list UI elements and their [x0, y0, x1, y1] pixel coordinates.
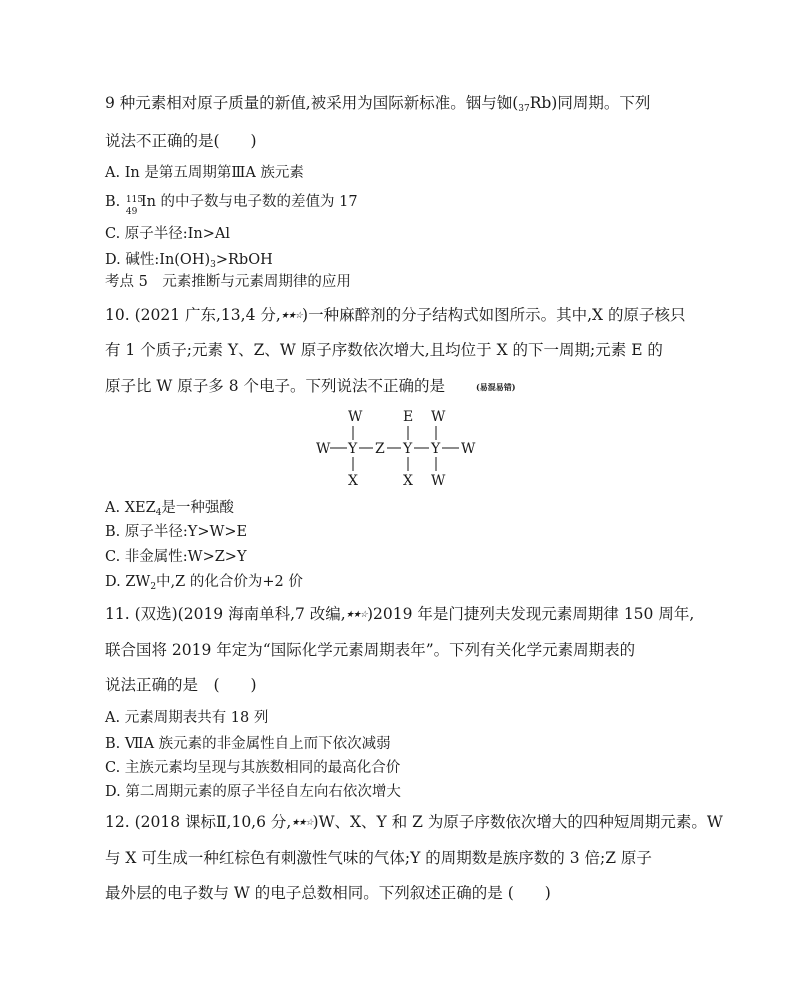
q10-option-d-text: 中,Z 的化合价为+2 价 — [156, 574, 303, 590]
struct-top-1: W — [348, 409, 363, 425]
q10-line3-text: 原子比 W 原子多 8 个电子。下列说法不正确的是 — [105, 377, 477, 395]
q10-line3 — [105, 376, 516, 397]
q10-line1 — [105, 305, 685, 326]
q11-option-d: D. 第二周期元素的原子半径自左向右依次增大 — [105, 784, 401, 800]
q12-text: )W、X、Y 和 Z 为原子序数依次增大的四种短周期元素。W — [312, 813, 723, 831]
q10-option-a-subscript: 4 — [155, 508, 162, 518]
struct-bottom-2: X — [403, 473, 413, 489]
q10-option-d — [105, 572, 303, 597]
molecular-structure-diagram — [310, 405, 490, 490]
q9-option-d-text: >RbOH — [215, 252, 273, 268]
q9-option-c: C. 原子半径:In>Al — [105, 226, 231, 242]
q11-option-a: A. 元素周期表共有 18 列 — [105, 710, 269, 726]
q10-option-d-subscript: 2 — [150, 582, 157, 592]
q10-option-a-text: 是一种强酸 — [161, 500, 234, 516]
q11-option-c: C. 主族元素均呈现与其族数相同的最高化合价 — [105, 760, 401, 776]
q12-source: 12. (2018 课标Ⅱ,10,6 分, — [105, 813, 292, 831]
q10-option-d-prefix: D. ZW — [105, 574, 151, 590]
difficulty-stars: ★★☆ — [291, 818, 313, 828]
struct-bottom-1: X — [348, 473, 358, 489]
q10-option-c: C. 非金属性:W>Z>Y — [105, 549, 247, 565]
q10-tag: (易混易错) — [476, 382, 516, 392]
q11-option-b: B. ⅦA 族元素的非金属性自上而下依次减弱 — [105, 736, 391, 752]
q9-option-a: A. In 是第五周期第ⅢA 族元素 — [105, 165, 304, 181]
struct-top-2: E — [403, 409, 414, 425]
struct-bottom-3: W — [431, 473, 446, 489]
struct-mid-6: W — [461, 441, 476, 457]
difficulty-stars: ★★☆ — [345, 610, 367, 620]
q11-line1 — [105, 604, 694, 625]
struct-mid-4: Y — [403, 441, 413, 457]
q11-line3: 说法正确的是 ( ) — [105, 676, 257, 694]
q9-atomic-number: 49 — [125, 207, 138, 217]
q9-nuclide-notation — [125, 192, 144, 217]
q10-option-a-prefix: A. XEZ — [105, 500, 156, 516]
difficulty-stars: ★★☆ — [280, 311, 303, 321]
struct-mid-2: Y — [348, 441, 358, 457]
q11-text: )2019 年是门捷列夫发现元素周期律 150 周年, — [366, 605, 695, 623]
q11-line2: 联合国将 2019 年定为“国际化学元素周期表年”。下列有关化学元素周期表的 — [105, 641, 636, 659]
struct-top-3: W — [431, 409, 446, 425]
q9-option-d-prefix: D. 碱性:In(OH) — [105, 252, 211, 268]
q10-option-b: B. 原子半径:Y>W>E — [105, 524, 248, 540]
q9-option-d-subscript: 3 — [210, 260, 216, 270]
q10-option-a — [105, 498, 234, 523]
q9-option-b-prefix: B. — [105, 194, 125, 210]
q9-mass-number: 115 — [125, 195, 144, 205]
struct-mid-3: Z — [375, 441, 385, 457]
q11-source: 11. (双选)(2019 海南单科,7 改编, — [105, 605, 346, 623]
q9-line1 — [105, 93, 650, 119]
q9-rb-subscript: 37 — [518, 104, 530, 114]
q12-line3: 最外层的电子数与 W 的电子总数相同。下列叙述正确的是 ( ) — [105, 884, 551, 902]
q10-line2: 有 1 个质子;元素 Y、Z、W 原子序数依次增大,且均位于 X 的下一周期;元素 E 的 — [105, 341, 663, 359]
q9-line2: 说法不正确的是( ) — [105, 132, 257, 150]
struct-mid-1: W — [316, 441, 331, 457]
q9-option-b — [105, 192, 358, 217]
q9-text: 9 种元素相对原子质量的新值,被采用为国际新标准。铟与铷( — [105, 94, 519, 112]
struct-mid-5: Y — [431, 441, 441, 457]
q10-source: 10. (2021 广东,13,4 分, — [105, 306, 281, 324]
q9-text-end: Rb)同周期。下列 — [529, 94, 651, 112]
q12-line1 — [105, 812, 723, 833]
q12-line2: 与 X 可生成一种红棕色有刺激性气味的气体;Y 的周期数是族序数的 3 倍;Z 原子 — [105, 849, 652, 867]
section-heading: 考点 5 元素推断与元素周期律的应用 — [105, 274, 351, 290]
q9-option-b-text: In 的中子数与电子数的差值为 17 — [140, 194, 358, 210]
q10-text: )一种麻醉剂的分子结构式如图所示。其中,X 的原子核只 — [302, 306, 686, 324]
